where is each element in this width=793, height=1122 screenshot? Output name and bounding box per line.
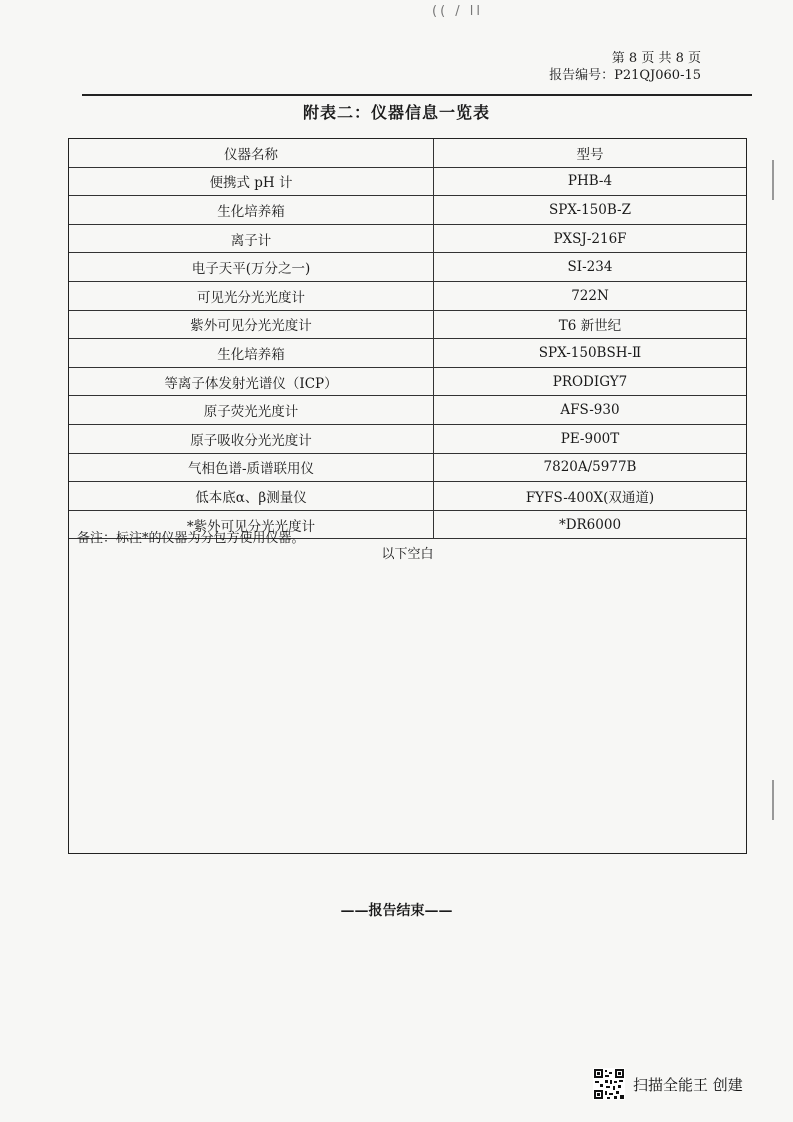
table-row	[69, 310, 746, 339]
instrument-model: PRODIGY7	[434, 367, 747, 396]
table-row	[69, 396, 746, 425]
table-row	[69, 482, 746, 511]
instrument-name: 原子荧光光度计	[69, 396, 434, 425]
table-row	[69, 224, 746, 253]
instrument-name: 便携式 pH 计	[69, 167, 434, 196]
instrument-model: *DR6000	[434, 510, 747, 539]
report-end-text: ——报告结束——	[340, 903, 453, 919]
instrument-model: SPX-150B-Z	[434, 196, 747, 225]
table-row	[69, 196, 746, 225]
instrument-name: 等离子体发射光谱仪（ICP）	[69, 367, 434, 396]
scanner-watermark	[593, 1068, 743, 1100]
instrument-name: 可见光分光光度计	[69, 281, 434, 310]
page-info	[549, 50, 701, 84]
instrument-name: 离子计	[69, 224, 434, 253]
instrument-name: 原子吸收分光光度计	[69, 424, 434, 453]
scan-mark: (( / ll	[432, 4, 484, 19]
qr-code-icon	[593, 1068, 625, 1100]
instrument-model: PXSJ-216F	[434, 224, 747, 253]
instrument-table	[69, 139, 746, 539]
header-model: 型号	[434, 139, 747, 167]
instrument-name: 气相色谱-质谱联用仪	[69, 453, 434, 482]
header-instrument-name: 仪器名称	[69, 139, 434, 167]
header-rule	[82, 94, 752, 96]
scan-edge-mark	[772, 780, 774, 820]
instrument-model: FYFS-400X(双通道)	[434, 482, 747, 511]
instrument-name: 生化培养箱	[69, 196, 434, 225]
instrument-model: PHB-4	[434, 167, 747, 196]
report-number: 报告编号：P21QJ060-15	[549, 68, 701, 83]
table-row	[69, 167, 746, 196]
instrument-model: PE-900T	[434, 424, 747, 453]
instrument-name: *紫外可见分光光度计	[69, 510, 434, 539]
page-title: 附表二：仪器信息一览表	[302, 103, 490, 122]
table-row	[69, 281, 746, 310]
table-row	[69, 453, 746, 482]
page-number: 第 8 页 共 8 页	[611, 51, 701, 66]
instrument-table-frame	[68, 138, 747, 854]
table-header-row	[69, 139, 746, 167]
table-row	[69, 367, 746, 396]
instrument-name: 生化培养箱	[69, 339, 434, 368]
instrument-model: 7820A/5977B	[434, 453, 747, 482]
instrument-model: T6 新世纪	[434, 310, 747, 339]
table-row	[69, 424, 746, 453]
instrument-name: 紫外可见分光光度计	[69, 310, 434, 339]
instrument-model: 722N	[434, 281, 747, 310]
watermark-text: 扫描全能王 创建	[633, 1075, 743, 1094]
table-row	[69, 253, 746, 282]
instrument-model: AFS-930	[434, 396, 747, 425]
table-note: 备注：标注*的仪器为分包方使用仪器。	[77, 531, 305, 546]
instrument-name: 低本底α、β测量仪	[69, 482, 434, 511]
instrument-model: SPX-150BSH-Ⅱ	[434, 339, 747, 368]
instrument-model: SI-234	[434, 253, 747, 282]
table-row	[69, 339, 746, 368]
blank-below-text: 以下空白	[381, 547, 434, 562]
instrument-name: 电子天平(万分之一)	[69, 253, 434, 282]
scan-edge-mark	[772, 160, 774, 200]
